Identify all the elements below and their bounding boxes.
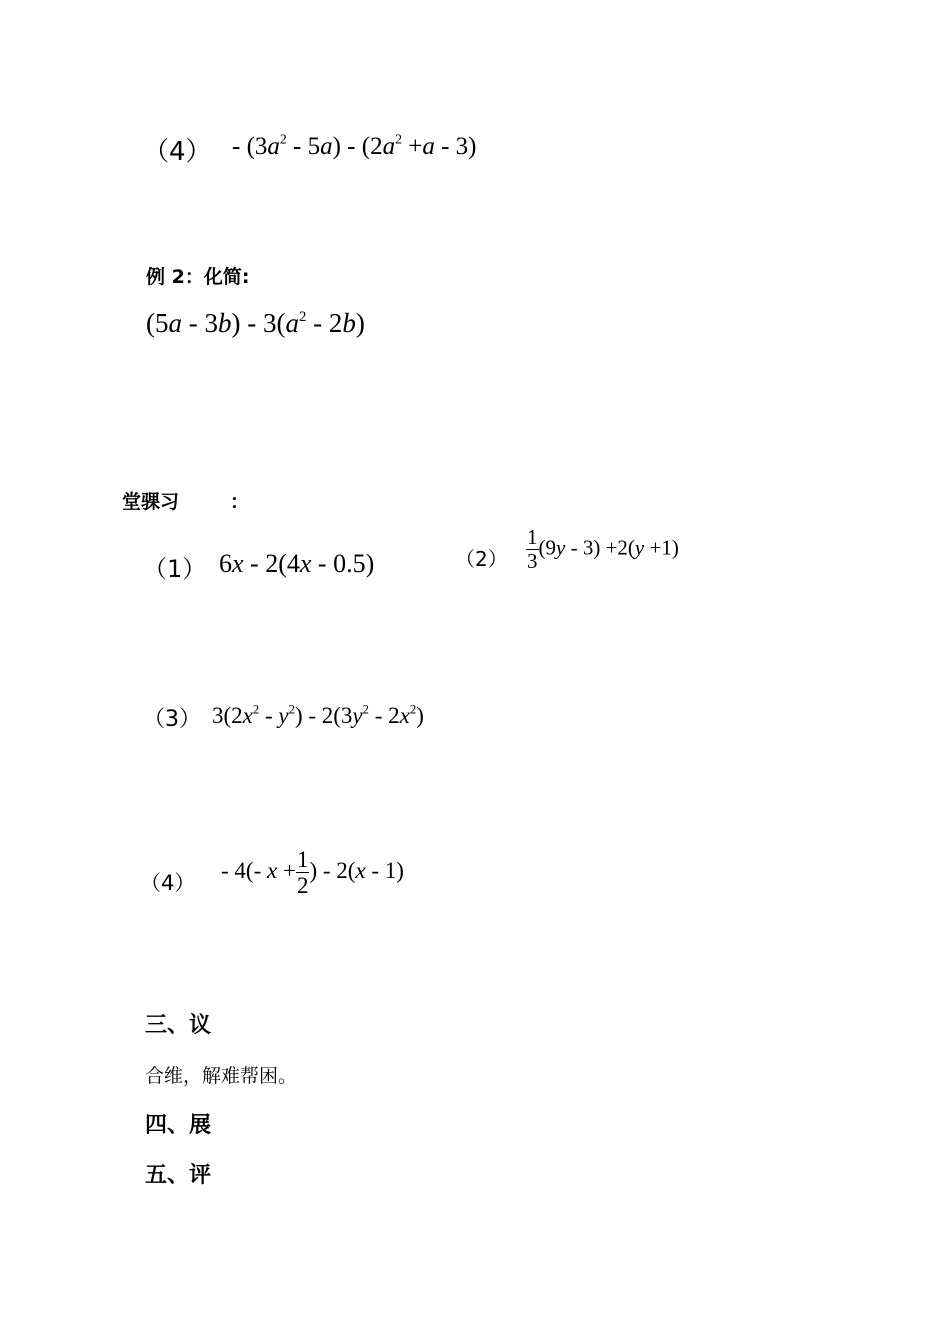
practice-1-label: （1） — [143, 555, 207, 583]
practice-2-label: （2） — [455, 547, 508, 571]
section-discuss: 三、议 — [145, 1013, 212, 1038]
practice-title: 堂骒习 — [122, 491, 180, 513]
example-2-expression: $(5a - 3b) - 3(a^2 - 2b)$ — [146, 308, 365, 338]
fraction-one-half: $\frac{1}{2}$ — [296, 847, 309, 898]
problem-4-label: （4） — [143, 137, 212, 167]
practice-colon: ： — [230, 491, 250, 513]
practice-4-label: （4） — [140, 871, 196, 895]
section-discuss-description: 合维，解难帮困。 — [145, 1065, 298, 1087]
section-evaluate: 五、评 — [145, 1163, 212, 1188]
example-2-title: 例 2：化简: — [146, 266, 250, 288]
practice-1-expression: 6x - 2(4x - 0.5) — [219, 549, 375, 578]
fraction-one-third: $\frac{1}{3}$ — [527, 525, 538, 573]
problem-4-expression: - $(3a^2 - 5a) - (2a^2 +a - 3)$ — [232, 131, 477, 160]
section-show: 四、展 — [145, 1113, 212, 1138]
practice-2-expression: $\frac{1}{3}$ (9y - 3) +2(y +1) — [527, 525, 679, 573]
practice-3-label: （3） — [143, 707, 201, 732]
practice-4-expression: - 4(- x + $\frac{1}{2}$ ) - 2(x - 1) — [221, 847, 404, 898]
practice-3-expression: $3(2x^2 - y^2) - 2(3y^2 - 2x^2)$ — [212, 702, 424, 728]
